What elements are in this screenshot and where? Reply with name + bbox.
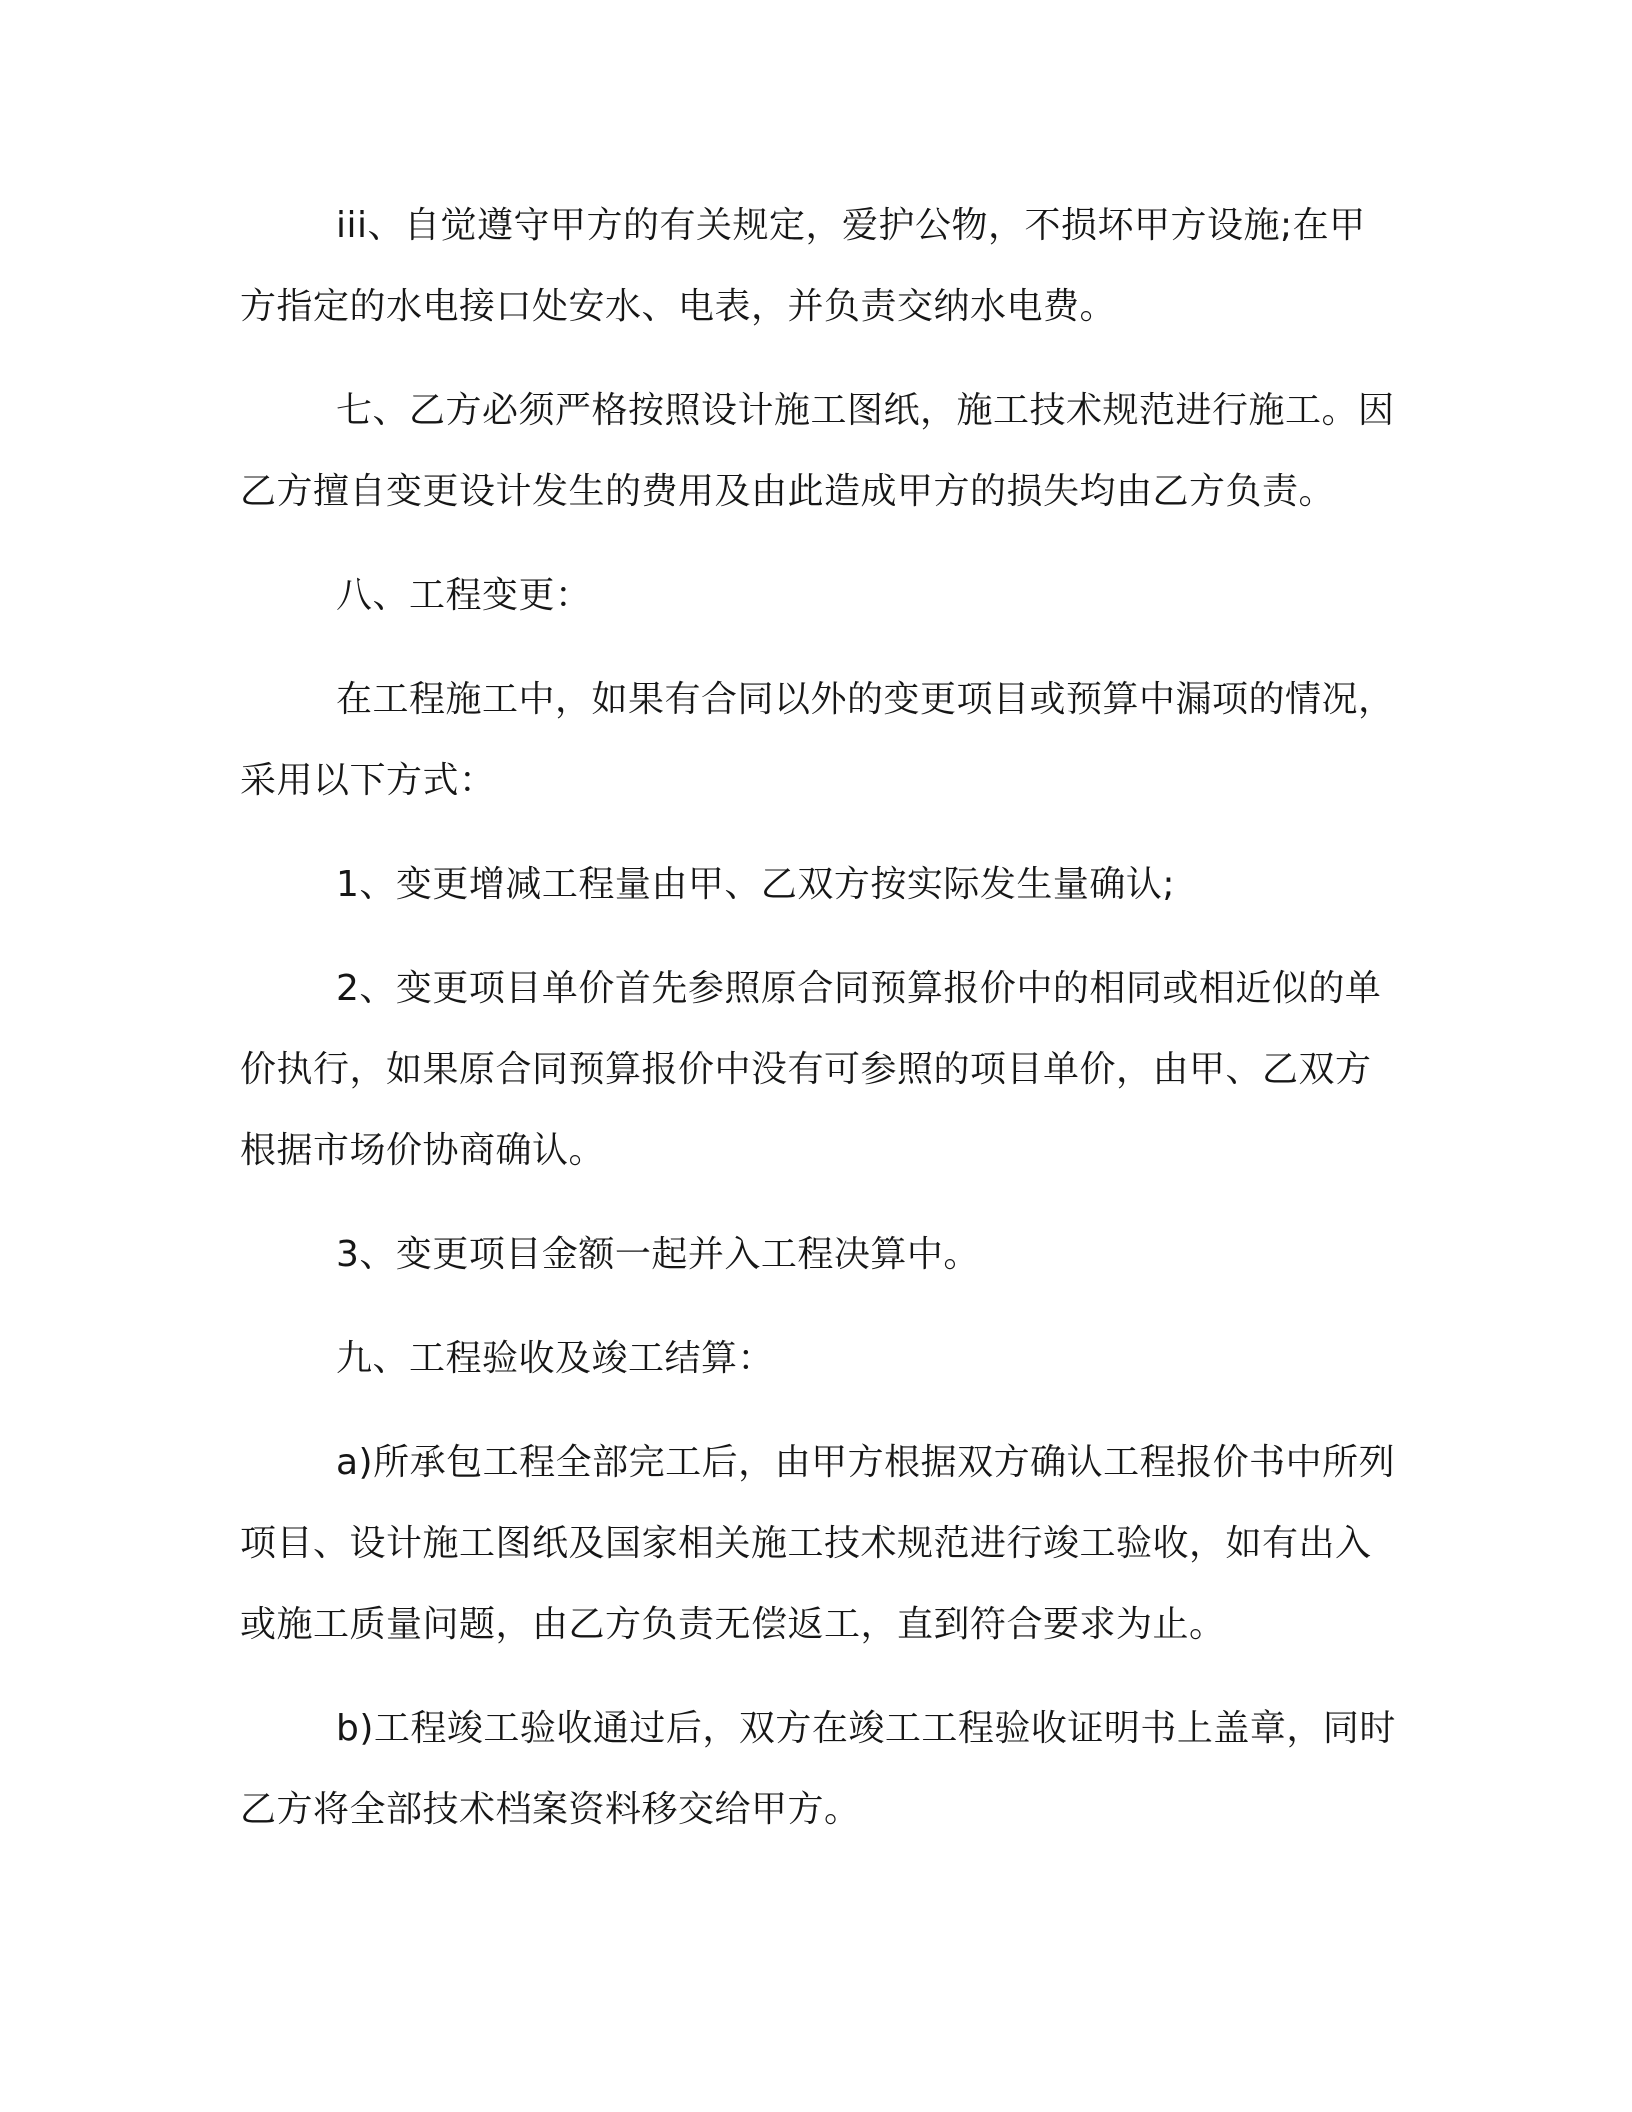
paragraph-iii: iii、自觉遵守甲方的有关规定，爱护公物，不损坏甲方设施;在甲方指定的水电接口处安水、电表，并负责交纳水电费。 xyxy=(240,205,1366,327)
paragraph-a: a)所承包工程全部完工后，由甲方根据双方确认工程报价书中所列项目、设计施工图纸及国家相关施工技术规范进行竣工验收，如有出入或施工质量问题，由乙方负责无偿返工，直到符合要求为止。 xyxy=(240,1442,1396,1645)
paragraph-b: b)工程竣工验收通过后，双方在竣工工程验收证明书上盖章，同时乙方将全部技术档案资料移交给甲方。 xyxy=(240,1708,1396,1830)
section-heading-8: 八、工程变更： xyxy=(336,575,592,616)
list-item-2: 2、变更项目单价首先参照原合同预算报价中的相同或相近似的单价执行，如果原合同预算报价中没有可参照的项目单价，由甲、乙双方根据市场价协商确认。 xyxy=(240,968,1382,1171)
section-heading-9: 九、工程验收及竣工结算： xyxy=(336,1338,775,1379)
list-item-3: 3、变更项目金额一起并入工程决算中。 xyxy=(336,1234,980,1275)
list-item-1: 1、变更增减工程量由甲、乙双方按实际发生量确认; xyxy=(336,864,1176,905)
paragraph-7: 七、乙方必须严格按照设计施工图纸，施工技术规范进行施工。因乙方擅自变更设计发生的费用及由此造成甲方的损失均由乙方负责。 xyxy=(240,390,1395,512)
paragraph-change-intro: 在工程施工中，如果有合同以外的变更项目或预算中漏项的情况，采用以下方式： xyxy=(240,679,1395,801)
document-body xyxy=(240,185,1400,1873)
